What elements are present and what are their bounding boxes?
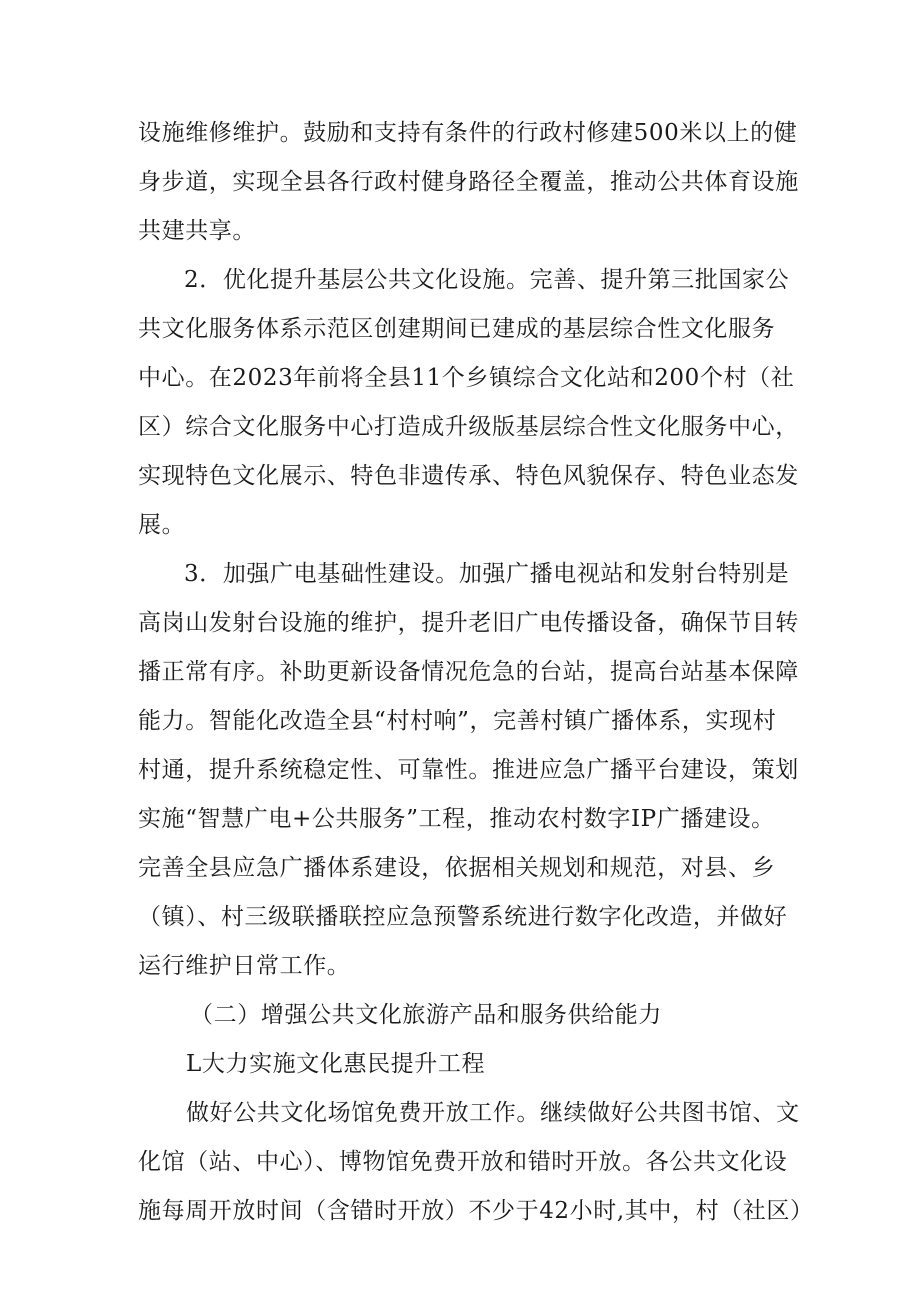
text-line: 完善全县应急广播体系建设，依据相关规划和规范，对县、乡: [138, 855, 776, 881]
text-line: 村通，提升系统稳定性、可靠性。推进应急广播平台建设，策划: [138, 757, 799, 783]
section-heading-3: 3．加强广电基础性建设。加强广播电视站和发射台特别是: [184, 561, 790, 587]
text-line: 区）综合文化服务中心打造成升级版基层综合性文化服务中心，: [138, 414, 799, 440]
text-line: 实施“智慧广电+公共服务”工程，推动农村数字IP广播建设。: [138, 806, 775, 832]
text-line: 高岗山发射台设施的维护，提升老旧广电传播设备，确保节目转: [138, 610, 799, 636]
text-line: 施每周开放时间（含错时开放）不少于42小时,其中，村（社区）: [138, 1198, 814, 1224]
subsection-heading: L大力实施文化惠民提升工程: [186, 1051, 486, 1077]
text-line: 播正常有序。补助更新设备情况危急的台站，提高台站基本保障: [138, 659, 799, 685]
text-line: 能力。智能化改造全县“村村响”，完善村镇广播体系，实现村: [138, 708, 777, 734]
text-line: 实现特色文化展示、特色非遗传承、特色风貌保存、特色业态发: [138, 463, 799, 489]
text-line: 中心。在2023年前将全县11个乡镇综合文化站和200个村（社: [138, 365, 795, 391]
section-heading-2: 2．优化提升基层公共文化设施。完善、提升第三批国家公: [184, 267, 790, 293]
text-line: （镇）、村三级联播联控应急预警系统进行数字化改造，并做好: [138, 904, 788, 930]
paragraph-start: 做好公共文化场馆免费开放工作。继续做好公共图书馆、文: [186, 1100, 800, 1126]
chapter-heading: （二）增强公共文化旅游产品和服务供给能力: [190, 1002, 662, 1028]
text-line: 身步道，实现全县各行政村健身路径全覆盖，推动公共体育设施: [138, 169, 799, 195]
text-line: 化馆（站、中心）、博物馆免费开放和错时开放。各公共文化设: [138, 1149, 788, 1175]
text-line: 共建共享。: [138, 218, 256, 244]
text-line: 运行维护日常工作。: [138, 953, 351, 979]
text-line: 设施维修维护。鼓励和支持有条件的行政村修建500米以上的健: [138, 120, 798, 146]
text-line: 展。: [138, 512, 186, 538]
text-line: 共文化服务体系示范区创建期间已建成的基层综合性文化服务: [138, 316, 776, 342]
